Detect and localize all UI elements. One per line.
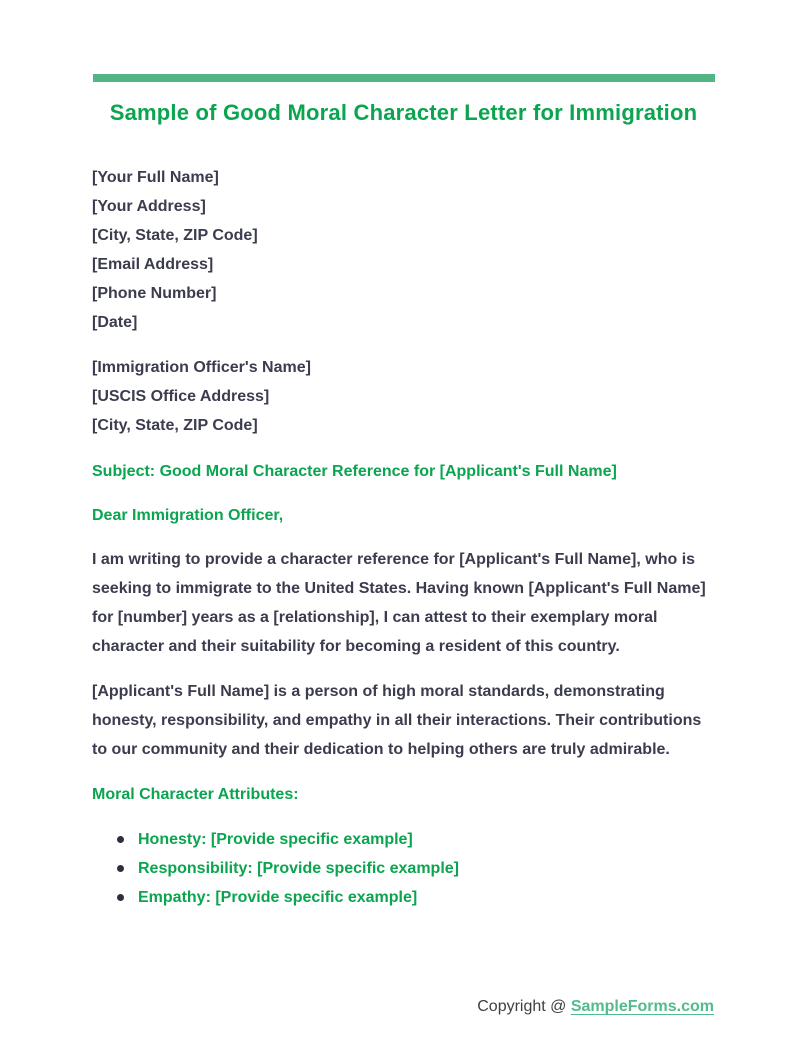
- bullet-icon: [117, 894, 124, 901]
- recipient-city-line: [City, State, ZIP Code]: [92, 417, 258, 434]
- recipient-address-block: [92, 353, 715, 440]
- brand-link[interactable]: SampleForms.com: [570, 998, 714, 1015]
- sender-email-line: [Email Address]: [92, 256, 214, 273]
- body-paragraph-2: [Applicant's Full Name] is a person of high moral standards, demonstrating honesty, responsibility, and empathy in all their interactions. Their contributions to our community and their dedication to helping others are truly admirable.: [92, 683, 702, 758]
- letter-content: [92, 82, 715, 912]
- salutation: Dear Immigration Officer,: [92, 507, 284, 524]
- sender-city-line: [City, State, ZIP Code]: [92, 227, 258, 244]
- list-item-label: Empathy: [Provide specific example]: [138, 888, 418, 906]
- sender-date-line: [Date]: [92, 314, 138, 331]
- sender-address-block: [92, 163, 715, 337]
- list-item-label: Honesty: [Provide specific example]: [138, 830, 413, 848]
- bullet-icon: [117, 865, 124, 872]
- list-item-responsibility: [117, 854, 715, 883]
- page-title: Sample of Good Moral Character Letter for Immigration: [109, 100, 698, 125]
- copyright-text: Copyright @: [477, 998, 571, 1015]
- bullet-icon: [117, 836, 124, 843]
- list-item-empathy: [117, 883, 715, 912]
- subject-line: Subject: Good Moral Character Reference for [Applicant's Full Name]: [92, 463, 617, 480]
- list-item-label: Responsibility: [Provide specific example]: [138, 859, 459, 877]
- attributes-list: [92, 825, 715, 912]
- sender-phone-line: [Phone Number]: [92, 285, 217, 302]
- sender-address-line: [Your Address]: [92, 198, 206, 215]
- recipient-name-line: [Immigration Officer's Name]: [92, 359, 311, 376]
- copyright-footer: [477, 998, 714, 1016]
- recipient-office-line: [USCIS Office Address]: [92, 388, 270, 405]
- sender-name-line: [Your Full Name]: [92, 169, 219, 186]
- list-item-honesty: [117, 825, 715, 854]
- body-paragraph-1: I am writing to provide a character reference for [Applicant's Full Name], who is seeking to immigrate to the United States. Having known [Applicant's Full Name] for [number] years as a [relationship], I can attest to their exemplary moral character and their suitability for becoming a resident of this country.: [92, 551, 706, 655]
- attributes-heading: Moral Character Attributes:: [92, 786, 299, 803]
- top-accent-bar: [93, 74, 715, 82]
